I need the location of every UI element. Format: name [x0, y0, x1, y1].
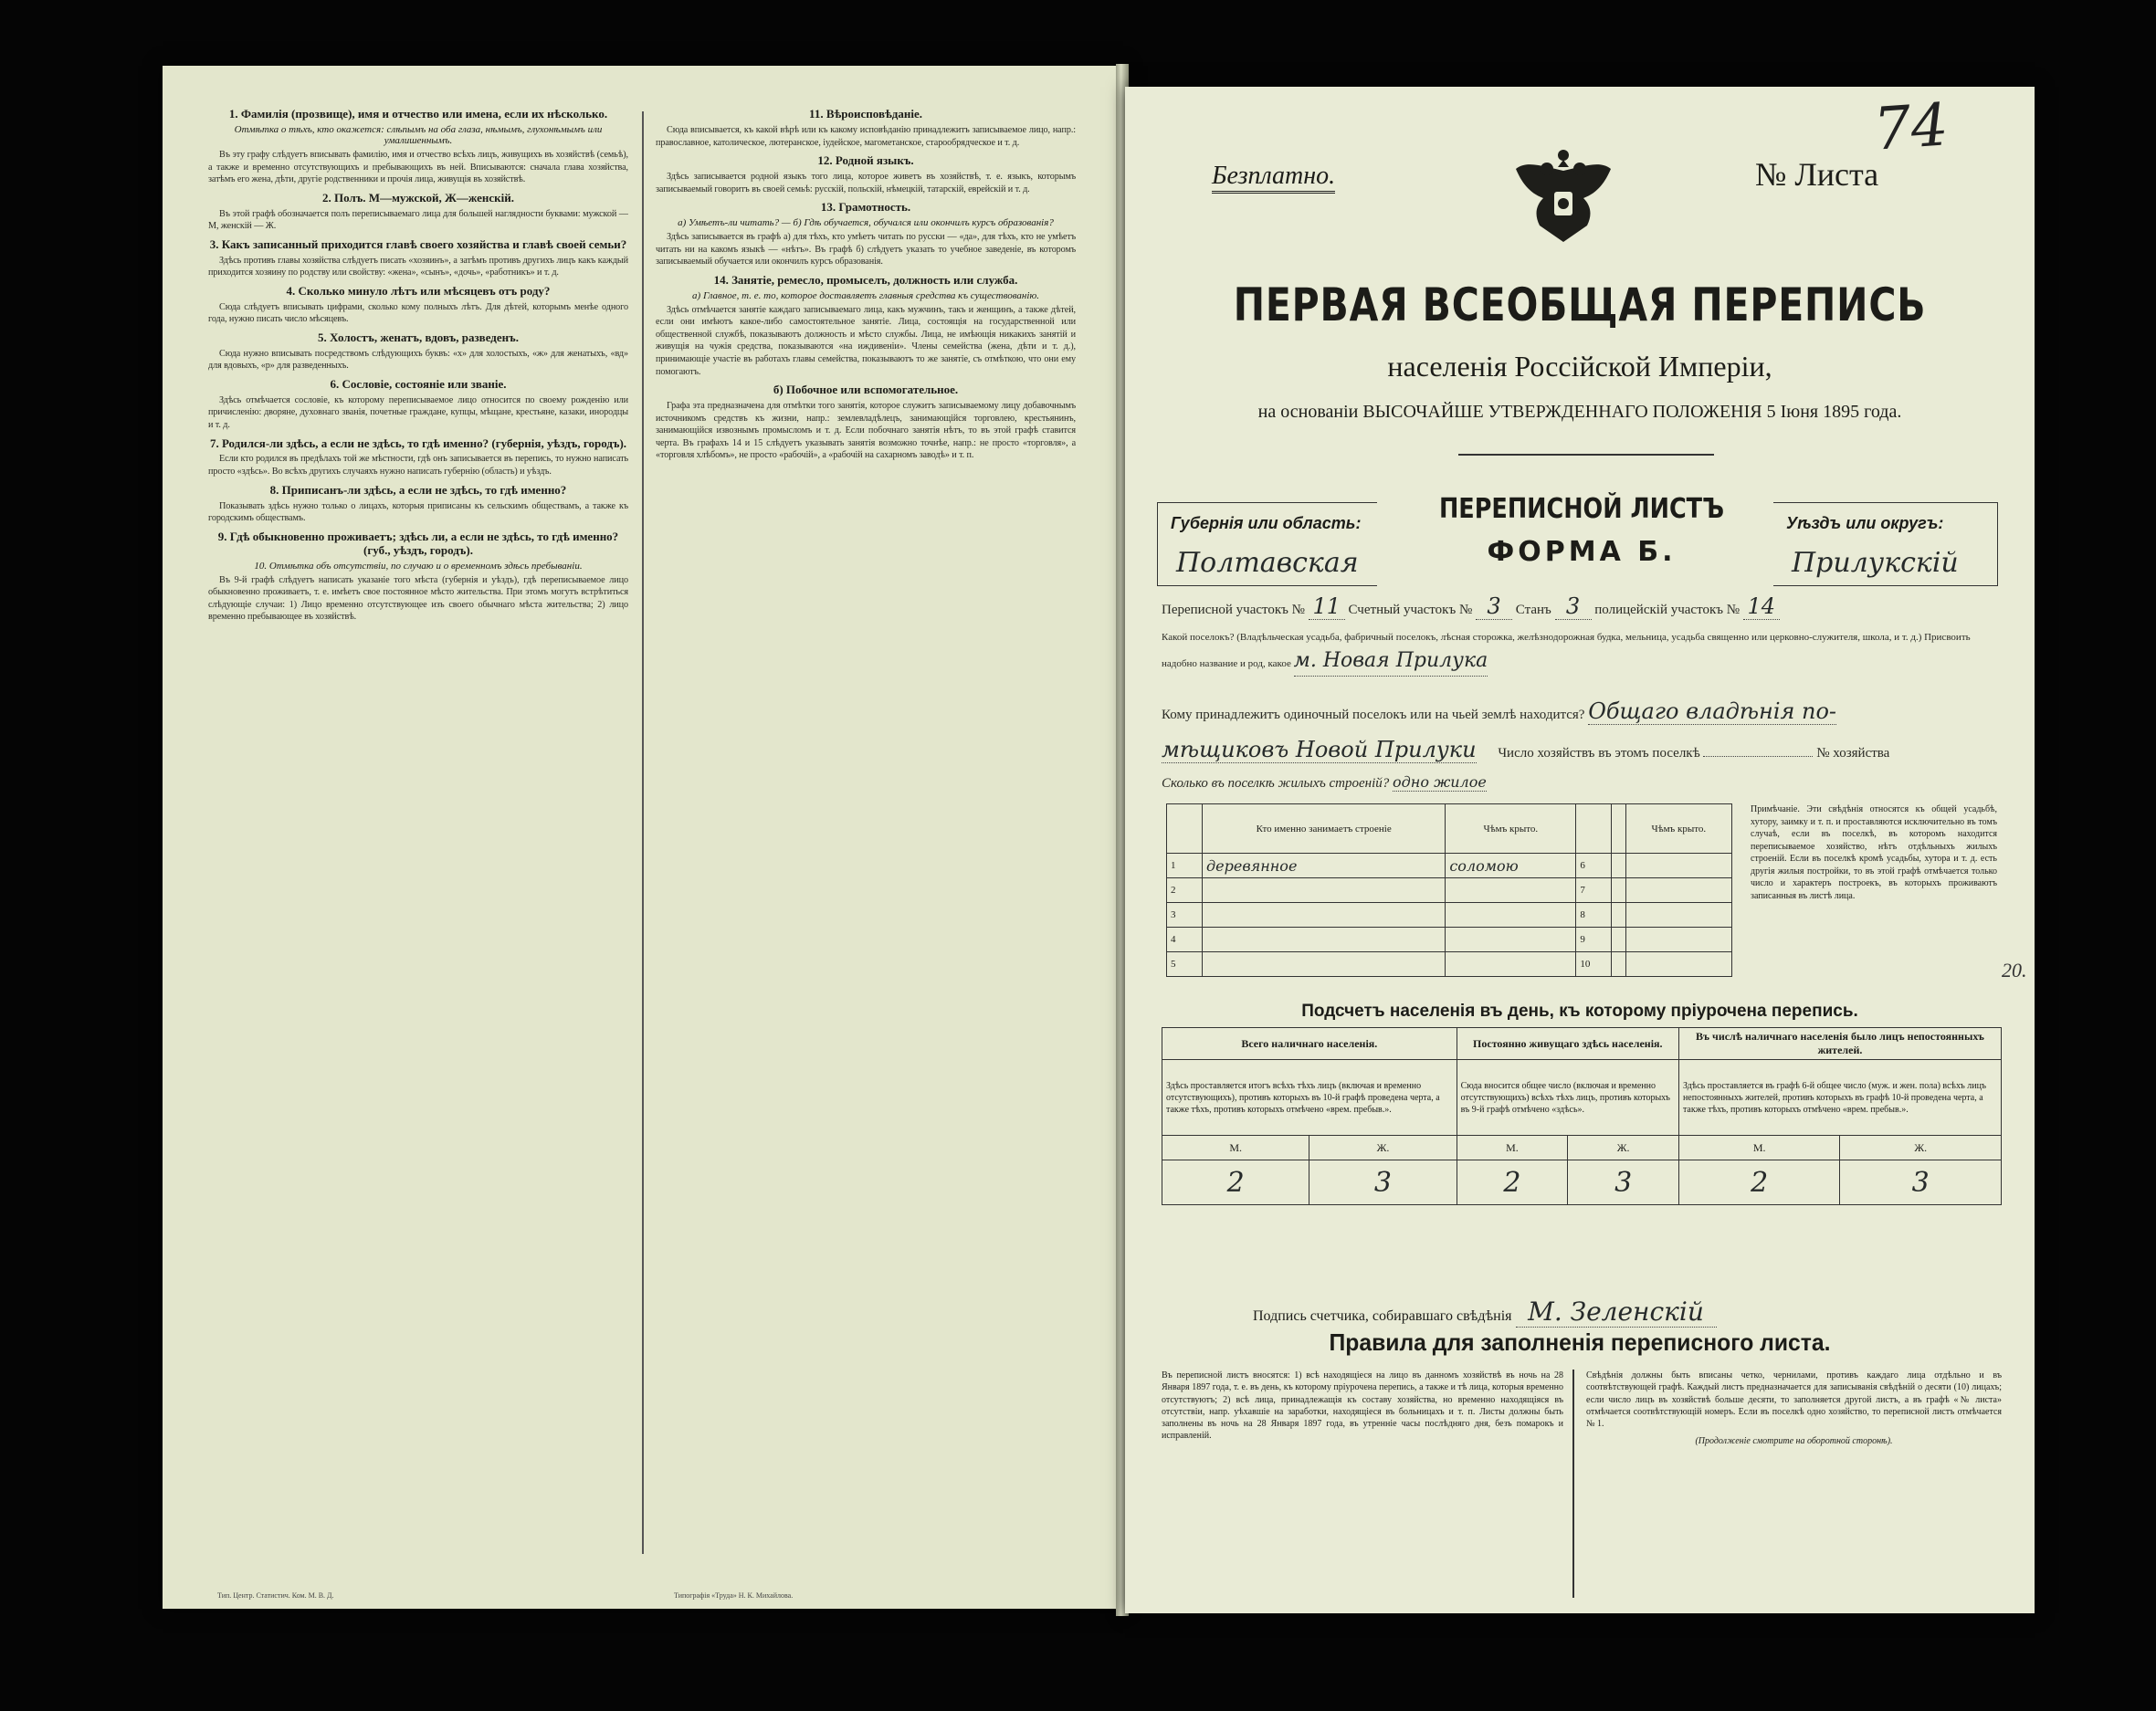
build-cell: [1625, 952, 1731, 977]
build-cell: [1446, 928, 1576, 952]
left-column: [208, 102, 628, 1554]
build-row: [1167, 854, 1732, 878]
left-page: [163, 66, 1123, 1609]
count-district-label: Счетный участокъ №: [1348, 603, 1473, 617]
column-divider: [642, 111, 644, 1554]
printer-note-right: Типографія «Труда» Н. К. Михайлова.: [674, 1591, 794, 1600]
build-row-num: 1: [1167, 854, 1203, 878]
free-label: Безплатно.: [1212, 162, 1335, 194]
rules-left-text: Въ переписной листъ вносятся: 1) всѣ находящіеся на лицо въ данномъ хозяйствѣ въ ночь на 28 Января 1897 года, т. е. въ день, къ которому пріурочена перепись, а также и тѣ лица, которыя временно отсутствуютъ; 2) всѣ лица, принадлежащія къ составу хозяйства, но временно находящіяся въ отсутствіи, напр. уѣхавшіе на заработки, находящіеся въ больницахъ и т. п. Листы должны быть заполнены въ ночь на 28 Января 1897 года, въ утренніе часы послѣдняго дня, безъ помарокъ и исправленій.: [1162, 1370, 1563, 1442]
count-f-label: Ж.: [1840, 1136, 2002, 1160]
instruction-text: Здѣсь противъ главы хозяйства слѣдуетъ писать «хозяинъ», а затѣмъ противъ другихъ лицъ какъ каждый приходится хозяину по родству или свойству: «жена», «сынъ», «дочь», «работникъ» и т. д.: [208, 255, 628, 278]
buildings-line: [1162, 773, 2002, 792]
build-col-num: [1167, 804, 1203, 854]
build-row-num-2: 9: [1576, 928, 1612, 952]
counter-signature-line: [1253, 1296, 1717, 1328]
instruction-text: Показывать здѣсь нужно только о лицахъ, которыя приписаны къ сельскимъ обществамъ, а также къ городскимъ обществамъ.: [208, 500, 628, 524]
rules-divider: [1572, 1370, 1574, 1598]
build-cell: [1446, 878, 1576, 903]
count-temporary-female: 3: [1840, 1160, 2002, 1205]
buildings-table: [1166, 803, 1732, 977]
instruction-heading: 14. Занятіе, ремесло, промыселъ, должность или служба.: [713, 272, 1018, 287]
build-cell: [1612, 928, 1625, 952]
build-col-num-2: [1576, 804, 1612, 854]
owner-line-2: [1162, 737, 2002, 763]
build-cell: [1446, 903, 1576, 928]
build-row-num-2: 7: [1576, 878, 1612, 903]
build-cell: [1625, 878, 1731, 903]
owner-line: [1162, 698, 2002, 725]
households-label: Число хозяйствъ въ этомъ поселкѣ: [1498, 746, 1700, 761]
build-cell: [1612, 903, 1625, 928]
uezd-box: [1773, 502, 1998, 586]
double-headed-eagle-emblem: [1509, 142, 1618, 251]
instruction-text: Здѣсь записывается родной языкъ того лица, которое живетъ въ хозяйствѣ, т. е. языкъ, которымъ записываемый говоритъ въ своей семьѣ: русскій, польскій, нѣмецкій, татарскій, еврейскій и т. д.: [656, 172, 1076, 194]
count-total-male: 2: [1162, 1160, 1309, 1205]
build-row-type: деревянное: [1203, 854, 1446, 878]
count-f-label: Ж.: [1309, 1136, 1457, 1160]
instruction-text: Въ этой графѣ обозначается полъ переписываемаго лица для большей наглядности буквами: мужской — М, женскій — Ж.: [208, 208, 628, 232]
build-row-num: 2: [1167, 878, 1203, 903]
middle-column: [656, 102, 1076, 1554]
count-m-label: М.: [1678, 1136, 1840, 1160]
owner-label: Кому принадлежитъ одиночный поселокъ или на чьей землѣ находится?: [1162, 708, 1585, 722]
rules-title: Правила для заполненія переписного листа.: [1329, 1328, 1831, 1356]
count-district-value: 3: [1476, 593, 1512, 620]
build-row: [1167, 878, 1732, 903]
instruction-heading: 9. Гдѣ обыкновенно проживаетъ; здѣсь ли, а если не здѣсь, то гдѣ именно? (губ., уѣздъ, городъ).: [217, 529, 619, 557]
build-row-num: 5: [1167, 952, 1203, 977]
census-title: ПЕРВАЯ ВСЕОБЩАЯ ПЕРЕПИСЬ: [1233, 278, 1927, 331]
instruction-heading: 5. Холостъ, женатъ, вдовъ, разведенъ.: [318, 330, 519, 344]
census-district-label: Переписной участокъ №: [1162, 603, 1305, 617]
uezd-label: Уѣздъ или округъ:: [1786, 514, 1944, 532]
households-blank: [1703, 756, 1813, 757]
buildings-value: одно жилое: [1393, 773, 1487, 791]
buildings-remark: Примѣчаніе. Эти свѣдѣнія относятся къ общей усадьбѣ, хутору, заимку и т. п. и проставляются исключительно въ томъ случаѣ, если въ поселкѣ, въ которомъ находится переписываемое хозяйство, нѣтъ отдѣльныхъ жилыхъ строеній. Если въ поселкѣ кромѣ усадьбы, хутора и т. д. есть другія жилыя постройки, то въ этой графѣ отмѣчается только число и характеръ построекъ, въ которыхъ проживаютъ записанныя въ листѣ лица.: [1751, 804, 1997, 901]
count-desc-permanent: Сюда вносится общее число (включая и временно отсутствующихъ) всѣхъ тѣхъ лицъ, противъ которыхъ въ 9-й графѣ отмѣчено «здѣсь».: [1457, 1060, 1678, 1136]
count-m-label: М.: [1162, 1136, 1309, 1160]
instruction-heading: 4. Сколько минуло лѣтъ или мѣсяцевъ отъ роду?: [286, 283, 551, 298]
instruction-subheading: а) Умѣетъ-ли читать? — б) Гдѣ обучается, обучался или окончилъ курсъ образованія?: [678, 217, 1054, 229]
counter-signature-value: М. Зеленскій: [1516, 1296, 1717, 1328]
instruction-text: Здѣсь отмѣчается сословіе, къ которому переписываемое лицо относится по своему рожденію или причисленію: дворяне, духовнаго званія, почетные граждане, купцы, мѣщане, крестьяне, казаки, инородцы и т. д.: [208, 394, 628, 430]
sheet-number-handwritten: 74: [1871, 91, 1951, 164]
count-total-female: 3: [1309, 1160, 1457, 1205]
build-cell: [1612, 952, 1625, 977]
guberniya-box: [1157, 502, 1377, 586]
build-row-num: 4: [1167, 928, 1203, 952]
form-label: ФОРМА Б.: [1487, 536, 1677, 568]
owner-value-1: Общаго владѣнія по-: [1588, 698, 1837, 724]
margin-note: 20.: [2002, 959, 2027, 981]
instruction-heading: 11. Вѣроисповѣданіе.: [809, 107, 922, 121]
instruction-text: Сюда вписывается, къ какой вѣрѣ или къ какому исповѣданію принадлежитъ записываемое лицо, напр.: православное, католическое, лютеранское, іудейское, магометанское, старообрядческое и т. д.: [656, 124, 1076, 148]
build-row-roof: соломою: [1446, 854, 1576, 878]
settlement-value: м. Новая Прилука: [1294, 646, 1488, 677]
instruction-text: Если кто родился въ предѣлахъ той же мѣстности, гдѣ онъ записывается въ перепись, то нужно написать просто «здѣсь». Во всѣхъ другихъ случаяхъ нужно написать губернію (область) и уѣздъ.: [208, 454, 628, 477]
sheet-type-heading: ПЕРЕПИСНОЙ ЛИСТЪ: [1438, 493, 1725, 525]
count-m-label: М.: [1457, 1136, 1568, 1160]
instruction-heading: 12. Родной языкъ.: [817, 153, 914, 168]
instruction-heading: 6. Сословіе, состояніе или званіе.: [330, 376, 507, 391]
instruction-text: Въ 9-й графѣ слѣдуетъ написать указаніе того мѣста (губернія и уѣздъ), гдѣ переписываемое лицо обыкновенно проживаетъ, т. е. имѣетъ свое постоянное мѣсто жительства. При этомъ могутъ встрѣтиться слѣдующіе случаи: 1) Лицо временно отсутствующее изъ своего обычнаго мѣста жительства; 2) лицо временно пребывающее въ хозяйствѣ.: [208, 574, 628, 623]
build-cell: [1203, 928, 1446, 952]
counter-signature-label: Подпись счетчика, собиравшаго свѣдѣнія: [1253, 1308, 1512, 1324]
instruction-text: Графа эта предназначена для отмѣтки того занятія, которое служитъ записываемому лицу добавочнымъ источникомъ средствъ къ жизни, напр.: землевладѣлецъ, занимающійся торговлею, крестьянинъ, занимающійся извознымъ промысломъ и т. д. Если побочнаго занятія нѣтъ, то въ этой графѣ ставится черта. Въ графахъ 14 и 15 слѣдуетъ указывать занятія возможно точнѣе, напр.: не просто «торговля», а «торговля хлѣбомъ», не просто «рабочій», а «рабочій на сахарномъ заводѣ» и т. п.: [656, 401, 1076, 461]
guberniya-label: Губернія или область:: [1171, 514, 1362, 532]
count-desc-temporary: Здѣсь проставляется въ графѣ 6-й общее число (муж. и жен. пола) всѣхъ лицъ непостоянныхъ жителей, противъ которыхъ въ графѣ 10-й проведена черта, а также тѣхъ, противъ которыхъ отмѣчено «врем. пребыв.».: [1678, 1060, 2001, 1136]
instruction-subheading: Отмѣтка о тѣхъ, кто окажется: слѣпымъ на оба глаза, нѣмымъ, глухонѣмымъ или умалишеннымъ.: [234, 123, 603, 146]
stan-label: Станъ: [1515, 603, 1551, 617]
count-temporary-male: 2: [1678, 1160, 1840, 1205]
printer-note-left: Тип. Центр. Статистич. Ком. М. В. Д.: [217, 1591, 334, 1600]
settlement-line: [1162, 630, 2002, 677]
build-cell: [1203, 952, 1446, 977]
build-col-roof-2: Чѣмъ крыто.: [1625, 804, 1731, 854]
uezd-value: Прилукскій: [1792, 547, 1959, 579]
household-no-label: № хозяйства: [1816, 746, 1890, 761]
district-line: [1162, 593, 2002, 620]
build-row: [1167, 903, 1732, 928]
build-col-occupant-2: [1612, 804, 1625, 854]
build-cell: [1625, 903, 1731, 928]
sheet-number-label: № Листа: [1755, 156, 1879, 193]
continued-note: (Продолженіе смотрите на оборотной сторонѣ).: [1695, 1436, 1893, 1447]
police-district-label: полицейскій участокъ №: [1594, 603, 1741, 617]
rules-right-text: [1586, 1370, 2002, 1448]
build-row: [1167, 928, 1732, 952]
count-col-temporary: Въ числѣ наличнаго населенія было лицъ непостоянныхъ жителей.: [1678, 1028, 2001, 1060]
count-f-label: Ж.: [1568, 1136, 1679, 1160]
instruction-text: Сюда слѣдуетъ вписывать цифрами, сколько кому полныхъ лѣтъ. Для дѣтей, которымъ менѣе одного года, нужно писать число мѣсяцевъ.: [208, 301, 628, 325]
stan-value: 3: [1555, 593, 1592, 620]
instruction-heading: 2. Полъ. М—мужской, Ж—женскій.: [321, 190, 515, 205]
count-permanent-female: 3: [1568, 1160, 1679, 1205]
instruction-heading: 3. Какъ записанный приходится главѣ своего хозяйства и главѣ своей семьи?: [209, 236, 627, 251]
count-col-permanent: Постоянно живущаго здѣсь населенія.: [1457, 1028, 1678, 1060]
build-row-num-2: 8: [1576, 903, 1612, 928]
instruction-subheading: а) Главное, т. е. то, которое доставляетъ главныя средства къ существованію.: [692, 289, 1039, 301]
owner-value-2: мѣщиковъ Новой Прилуки: [1162, 737, 1477, 762]
build-col-roof: Чѣмъ крыто.: [1446, 804, 1576, 854]
instruction-heading: 13. Грамотность.: [820, 200, 911, 215]
build-row-num-2: 6: [1576, 854, 1612, 878]
instruction-text: Сюда нужно вписывать посредствомъ слѣдующихъ буквъ: «х» для холостыхъ, «ж» для женатыхъ, «вд» для вдовыхъ, «р» для разведенныхъ.: [208, 348, 628, 372]
build-cell: [1203, 903, 1446, 928]
instruction-text: Здѣсь отмѣчается занятіе каждаго записываемаго лица, какъ мужчинъ, такъ и женщинъ, а также дѣтей, если они имѣютъ какое-либо самостоятельное занятіе. Лица, состоящія на государственной или общественной службѣ, показываютъ должность и мѣсто службы. Лица, не имѣющія никакихъ занятій и живущія на чужія средства, показываются «на иждивеніи». Члены семейства (жена, дѣти и т. д.), принимающіе участіе въ работахъ главы семейства, показываютъ то же занятіе, съ отмѣткою, что они ему помогаютъ.: [656, 304, 1076, 377]
instruction-heading: б) Побочное или вспомогательное.: [773, 383, 959, 397]
build-cell: [1612, 854, 1625, 878]
count-desc-total: Здѣсь проставляется итогъ всѣхъ тѣхъ лицъ (включая и временно отсутствующихъ), противъ которыхъ въ 10-й графѣ проведена черта, а также тѣхъ, противъ которыхъ отмѣчено «врем. пребыв.».: [1162, 1060, 1457, 1136]
instruction-text: Въ эту графу слѣдуетъ вписывать фамилію, имя и отчество всѣхъ лицъ, живущихъ въ хозяйствѣ (семьѣ), а также и временно отсутствующихъ и пребывающихъ въ ней. Вписываются: сначала глава хозяйства, затѣмъ его жена, дѣти, другіе родственники и прочія лица, живущія въ хозяйствѣ.: [208, 149, 628, 185]
right-page: [1125, 87, 2035, 1613]
rules-right-body: Свѣдѣнія должны быть вписаны четко, чернилами, противъ каждаго лица отдѣльно и въ соотвѣтствующей графѣ. Каждый листъ предназначается для записыванія свѣдѣній о десяти (10) лицахъ; если число лицъ въ хозяйствѣ больше десяти, то заполняется другой листъ, а въ графѣ «№ листа» отмѣчается соотвѣтствующій номеръ. Если въ поселкѣ одно хозяйство, то переписной листъ отмѣчается № 1.: [1586, 1370, 2002, 1430]
guberniya-value: Полтавская: [1176, 547, 1359, 579]
instruction-text: Здѣсь записывается въ графѣ а) для тѣхъ, кто умѣетъ читать по русски — «да», для тѣхъ, кто не умѣетъ читать ни на какомъ языкѣ — «нѣтъ». Въ графѣ б) слѣдуетъ указать то учебное заведеніе, въ которомъ записываемый обучается или окончилъ курсъ образованія.: [656, 232, 1076, 268]
build-col-occupant: Кто именно занимаетъ строеніе: [1203, 804, 1446, 854]
population-count-table: [1162, 1027, 2002, 1205]
police-district-value: 14: [1743, 593, 1780, 620]
build-cell: [1446, 952, 1576, 977]
build-cell: [1625, 928, 1731, 952]
count-permanent-male: 2: [1457, 1160, 1568, 1205]
legal-basis: на основаніи ВЫСОЧАЙШЕ УТВЕРЖДЕННАГО ПОЛОЖЕНІЯ 5 Іюня 1895 года.: [1257, 402, 1902, 422]
census-district-value: 11: [1309, 593, 1345, 620]
build-cell: [1612, 878, 1625, 903]
build-row-num-2: 10: [1576, 952, 1612, 977]
instruction-heading: 7. Родился-ли здѣсь, а если не здѣсь, то гдѣ именно? (губернія, уѣздъ, городъ).: [209, 436, 627, 450]
instruction-heading: 1. Фамилія (прозвище), имя и отчество или имена, если их нѣсколько.: [228, 107, 608, 121]
build-row-num: 3: [1167, 903, 1203, 928]
count-col-total: Всего наличнаго населенія.: [1162, 1028, 1457, 1060]
settlement-label: Какой поселокъ? (Владѣльческая усадьба, фабричный поселокъ, лѣсная сторожка, желѣзнодорожная будка, мельница, усадьба священно или церковно-служителя, школа, и т. д.) Присвоить надобно название и род, какое: [1162, 632, 1971, 669]
build-row: [1167, 952, 1732, 977]
instruction-subheading: 10. Отмѣтка объ отсутствіи, по случаю и о временномъ здѣсь пребываніи.: [254, 560, 583, 572]
build-cell: [1203, 878, 1446, 903]
instruction-heading: 8. Приписанъ-ли здѣсь, а если не здѣсь, то гдѣ именно?: [269, 482, 567, 497]
divider-rule: [1458, 454, 1714, 456]
census-subtitle: населенія Россійской Имперіи,: [1387, 350, 1772, 383]
buildings-label: Сколько въ поселкѣ жилыхъ строеній?: [1162, 776, 1390, 791]
population-count-heading: Подсчетъ населенія въ день, къ которому пріурочена перепись.: [1301, 1002, 1858, 1021]
build-cell: [1625, 854, 1731, 878]
